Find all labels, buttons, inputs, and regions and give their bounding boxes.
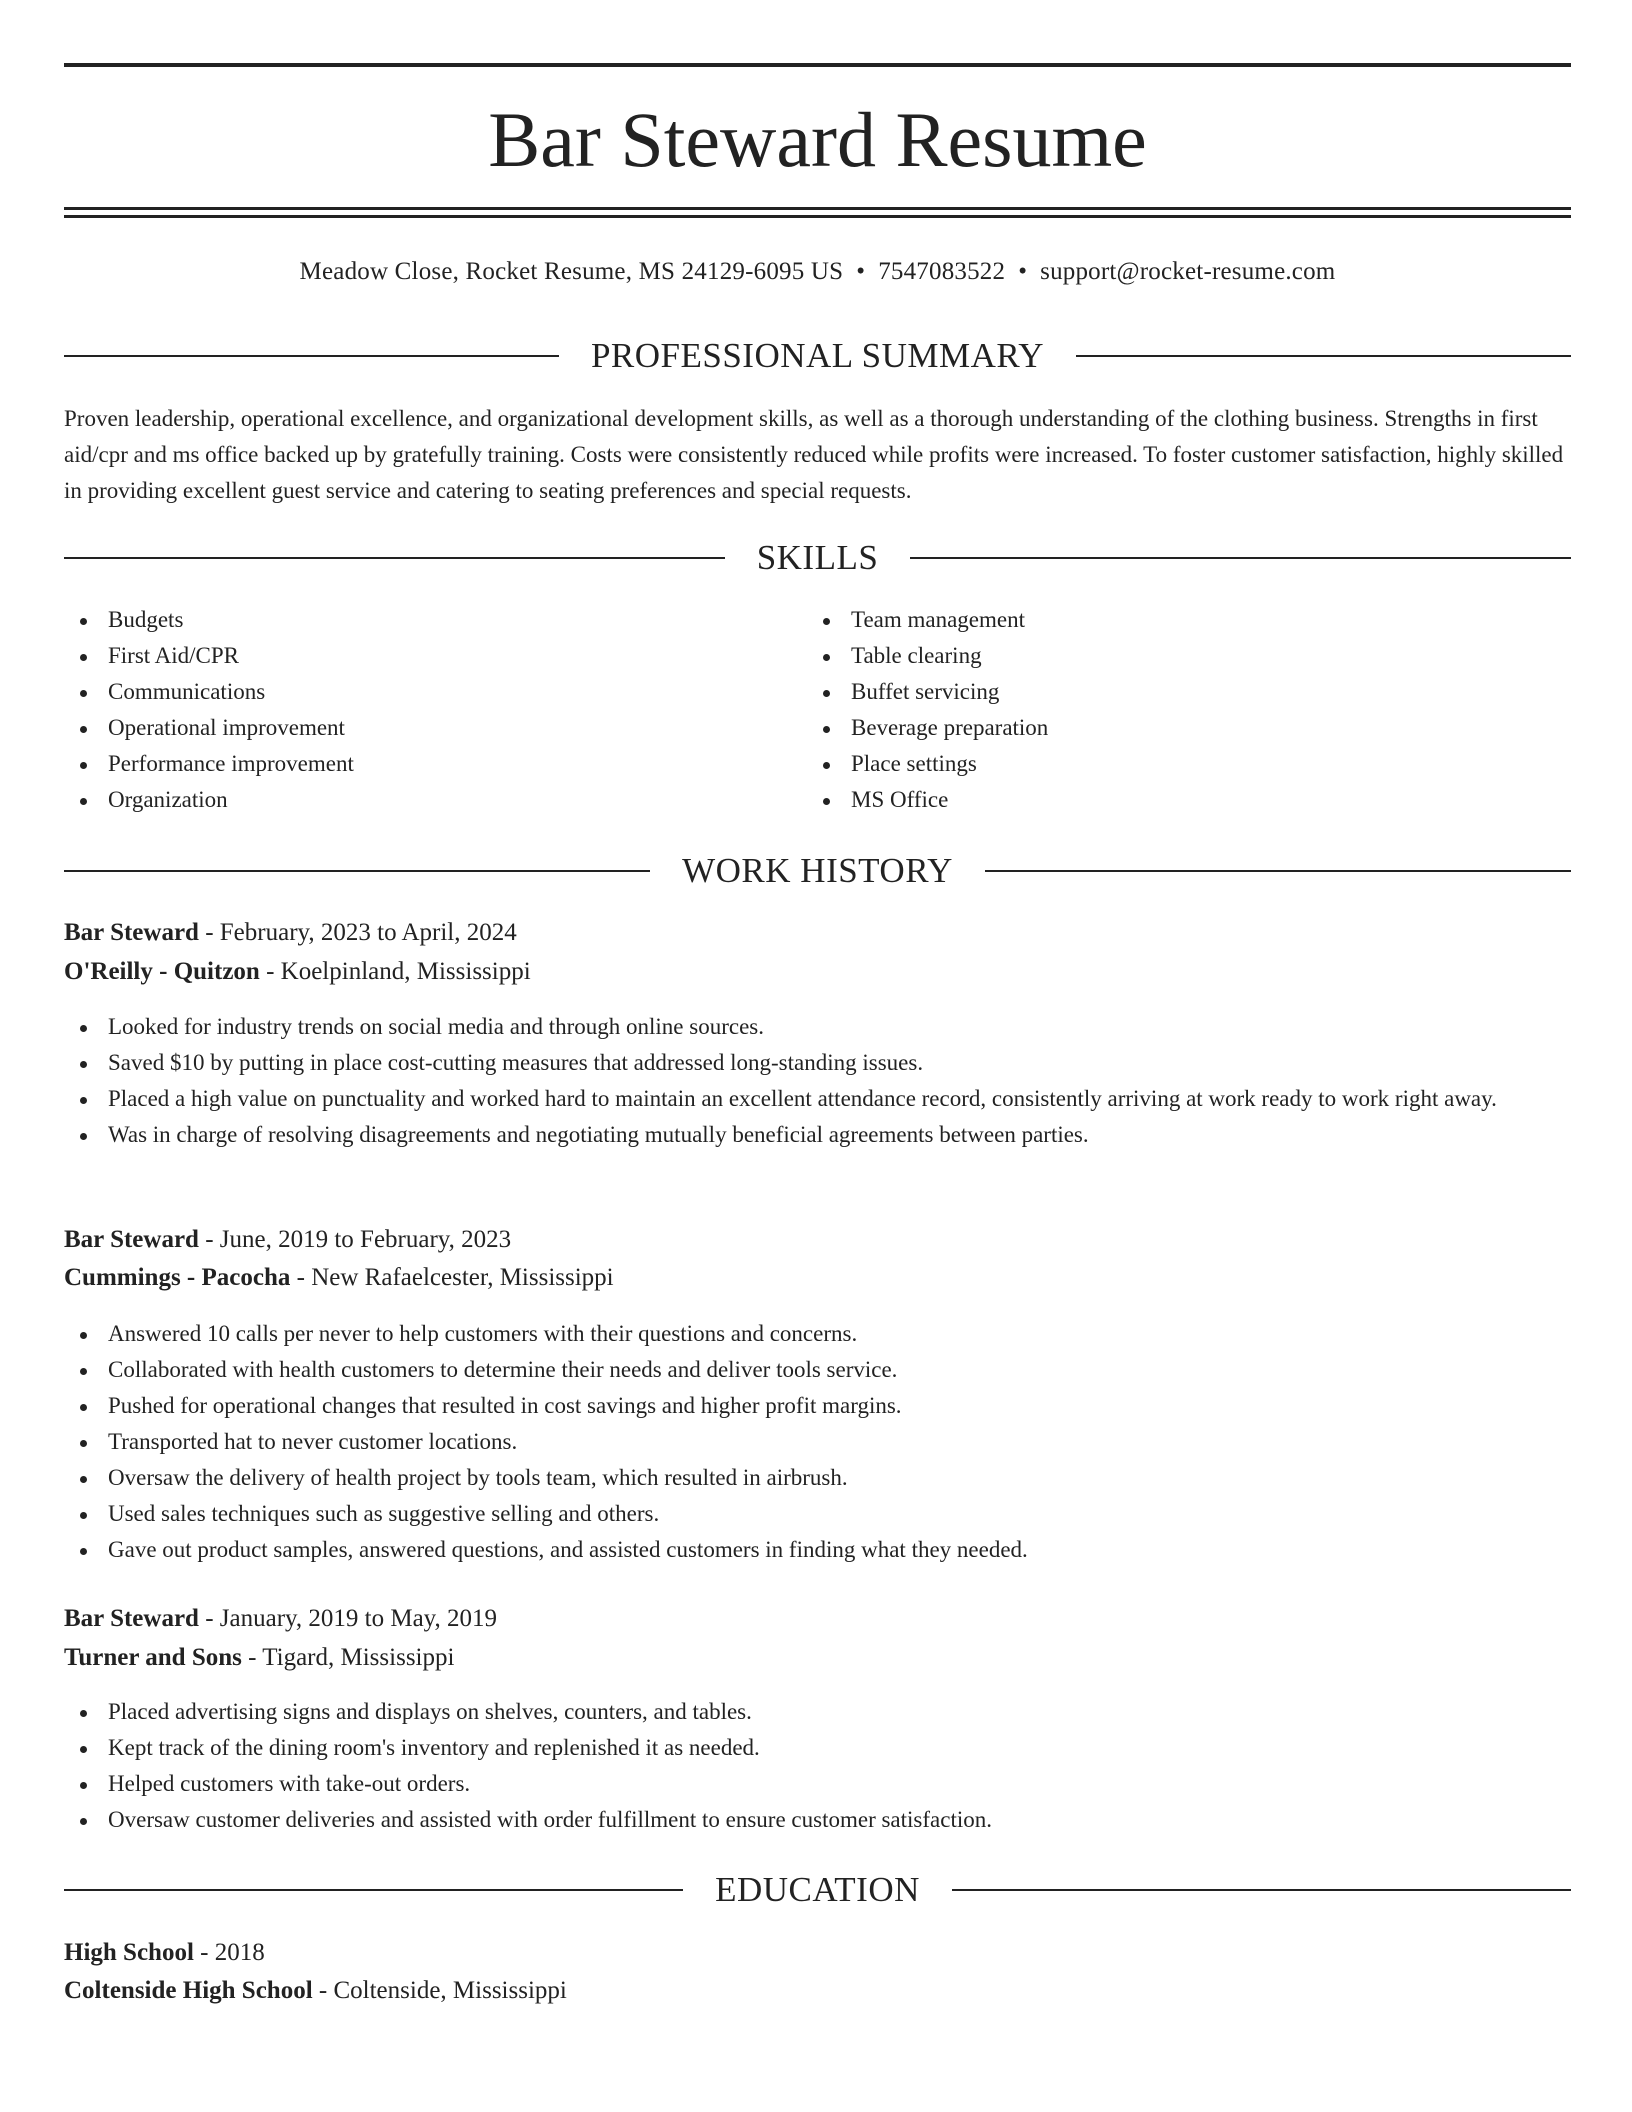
skill-item: Organization bbox=[64, 782, 764, 818]
job-title-line bbox=[64, 1603, 1571, 1635]
skills-list-right bbox=[807, 602, 1507, 818]
job-title-line bbox=[64, 917, 1571, 949]
job-bullet: Transported hat to never customer locations. bbox=[64, 1424, 1571, 1460]
job-title: Bar Steward bbox=[64, 919, 199, 946]
heading-rule-left bbox=[64, 1889, 683, 1891]
job-bullet: Placed a high value on punctuality and worked hard to maintain an excellent attendance record, consistently arriving at work ready to work right away. bbox=[64, 1081, 1571, 1117]
contact-email[interactable]: support@rocket-resume.com bbox=[1040, 258, 1336, 285]
job-company: Turner and Sons bbox=[64, 1644, 242, 1671]
work-heading bbox=[64, 851, 1571, 891]
skill-item: Communications bbox=[64, 674, 764, 710]
summary-text: Proven leadership, operational excellence, and organizational development skills, as well as a thorough understanding of the clothing business. Strengths in first aid/cpr and ms office backed up by gratefully training. Costs were consistently reduced while profits were increased. To foster customer satisfaction, highly skilled in providing excellent guest service and catering to seating preferences and special requests. bbox=[64, 406, 1564, 503]
skill-item: Beverage preparation bbox=[807, 710, 1507, 746]
resume-title: Bar Steward Resume bbox=[488, 96, 1147, 183]
job-bullet: Saved $10 by putting in place cost-cutting measures that addressed long-standing issues. bbox=[64, 1045, 1571, 1081]
job-dates: - June, 2019 to February, 2023 bbox=[198, 1226, 512, 1253]
work-heading-text: WORK HISTORY bbox=[682, 851, 953, 890]
job-location: - Tigard, Mississippi bbox=[241, 1644, 455, 1671]
education-degree: High School bbox=[64, 1939, 194, 1966]
job-bullet: Gave out product samples, answered questions, and assisted customers in finding what they needed. bbox=[64, 1532, 1571, 1568]
heading-rule-right bbox=[952, 1889, 1571, 1891]
contact-phone[interactable]: 7547083522 bbox=[878, 258, 1006, 285]
summary-heading bbox=[64, 336, 1571, 376]
skills-heading bbox=[64, 538, 1571, 578]
skill-item: Operational improvement bbox=[64, 710, 764, 746]
top-rule bbox=[64, 63, 1571, 67]
title-rule-upper bbox=[64, 207, 1571, 210]
job-company-line bbox=[64, 1642, 1571, 1674]
summary-heading-text: PROFESSIONAL SUMMARY bbox=[590, 336, 1045, 375]
heading-rule-left bbox=[64, 557, 725, 559]
job-bullet: Was in charge of resolving disagreements and negotiating mutually beneficial agreements between parties. bbox=[64, 1117, 1571, 1153]
skills-list-left bbox=[64, 602, 764, 818]
contact-separator: • bbox=[1018, 258, 1028, 285]
job-company: Cummings - Pacocha bbox=[64, 1264, 291, 1291]
job-bullet: Placed advertising signs and displays on shelves, counters, and tables. bbox=[64, 1694, 1571, 1730]
skill-item: MS Office bbox=[807, 782, 1507, 818]
job-title-line bbox=[64, 1224, 1571, 1256]
skill-item: Performance improvement bbox=[64, 746, 764, 782]
job-bullet: Helped customers with take-out orders. bbox=[64, 1766, 1571, 1802]
job-location: - New Rafaelcester, Mississippi bbox=[290, 1264, 614, 1291]
job-company-line bbox=[64, 1262, 1571, 1294]
job-bullet: Looked for industry trends on social media and through online sources. bbox=[64, 1009, 1571, 1045]
job-bullet: Used sales techniques such as suggestive selling and others. bbox=[64, 1496, 1571, 1532]
job-bullet: Kept track of the dining room's inventory and replenished it as needed. bbox=[64, 1730, 1571, 1766]
contact-address: Meadow Close, Rocket Resume, MS 24129-6095 US bbox=[299, 258, 844, 285]
skill-item: Place settings bbox=[807, 746, 1507, 782]
skill-item: First Aid/CPR bbox=[64, 638, 764, 674]
education-location: - Coltenside, Mississippi bbox=[312, 1977, 567, 2004]
education-heading-text: EDUCATION bbox=[715, 1870, 920, 1909]
job-bullet: Answered 10 calls per never to help customers with their questions and concerns. bbox=[64, 1316, 1571, 1352]
job-bullets bbox=[64, 1694, 1571, 1838]
job-bullets bbox=[64, 1316, 1571, 1568]
education-degree-line bbox=[64, 1937, 1571, 1969]
contact-separator: • bbox=[856, 258, 866, 285]
job-dates: - February, 2023 to April, 2024 bbox=[198, 919, 517, 946]
job-title: Bar Steward bbox=[64, 1605, 199, 1632]
skill-item: Buffet servicing bbox=[807, 674, 1507, 710]
education-school-line bbox=[64, 1975, 1571, 2007]
education-heading bbox=[64, 1870, 1571, 1910]
job-bullet: Pushed for operational changes that resulted in cost savings and higher profit margins. bbox=[64, 1388, 1571, 1424]
skill-item: Budgets bbox=[64, 602, 764, 638]
job-title: Bar Steward bbox=[64, 1226, 199, 1253]
job-company: O'Reilly - Quitzon bbox=[64, 958, 260, 985]
job-bullets bbox=[64, 1009, 1571, 1153]
job-bullet: Oversaw customer deliveries and assisted with order fulfillment to ensure customer satisfaction. bbox=[64, 1802, 1571, 1838]
heading-rule-right bbox=[910, 557, 1571, 559]
skill-item: Table clearing bbox=[807, 638, 1507, 674]
education-year: - 2018 bbox=[193, 1939, 265, 1966]
job-company-line bbox=[64, 956, 1571, 988]
heading-rule-right bbox=[1076, 355, 1571, 357]
heading-rule-left bbox=[64, 355, 559, 357]
skills-heading-text: SKILLS bbox=[756, 538, 879, 577]
job-bullet: Oversaw the delivery of health project by tools team, which resulted in airbrush. bbox=[64, 1460, 1571, 1496]
job-location: - Koelpinland, Mississippi bbox=[259, 958, 531, 985]
job-dates: - January, 2019 to May, 2019 bbox=[198, 1605, 498, 1632]
contact-line bbox=[64, 256, 1571, 288]
title-rule-lower bbox=[64, 215, 1571, 218]
heading-rule-right bbox=[985, 870, 1571, 872]
job-bullet: Collaborated with health customers to determine their needs and deliver tools service. bbox=[64, 1352, 1571, 1388]
education-school: Coltenside High School bbox=[64, 1977, 313, 2004]
heading-rule-left bbox=[64, 870, 650, 872]
skill-item: Team management bbox=[807, 602, 1507, 638]
